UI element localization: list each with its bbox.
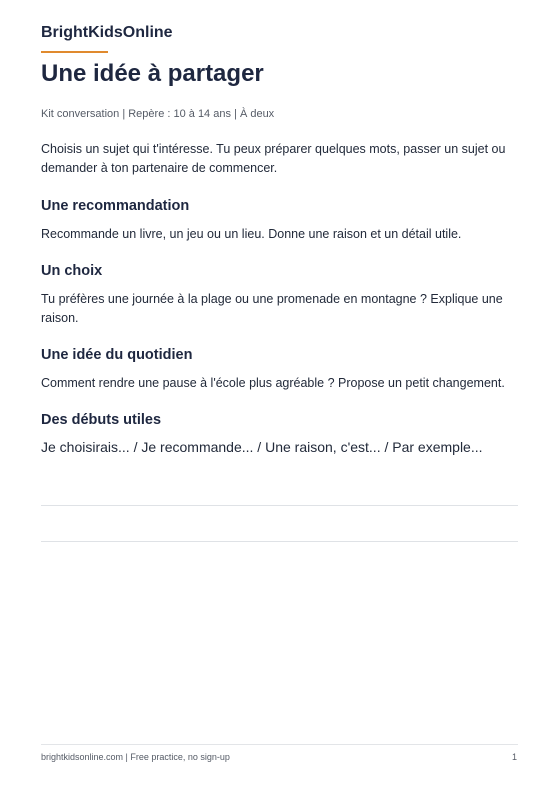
meta-line: Kit conversation | Repère : 10 à 14 ans | À deux <box>41 108 275 120</box>
brand-name: BrightKidsOnline <box>41 24 173 41</box>
intro-text: Choisis un sujet qui t'intéresse. Tu peux préparer quelques mots, passer un sujet ou demander à ton partenaire de commencer. <box>41 142 506 175</box>
section-heading-daily-idea: Une idée du quotidien <box>41 347 193 363</box>
page-title: Une idée à partager <box>41 60 264 87</box>
section-heading-recommendation: Une recommandation <box>41 198 190 214</box>
footer-site: brightkidsonline.com | Free practice, no sign-up <box>41 752 230 762</box>
footer-divider <box>41 744 518 745</box>
section-heading-starters: Des débuts utiles <box>41 412 162 428</box>
writing-line <box>41 541 518 542</box>
section-text-daily-idea: Comment rendre une pause à l'école plus agréable ? Propose un petit changement. <box>41 376 505 390</box>
brand-underline <box>41 51 108 53</box>
sentence-starters: Je choisirais... / Je recommande... / Une raison, c'est... / Par exemple... <box>41 439 483 455</box>
section-text-recommendation: Recommande un livre, un jeu ou un lieu. Donne une raison et un détail utile. <box>41 227 462 241</box>
section-text-choice: Tu préfères une journée à la plage ou une promenade en montagne ? Explique une raison. <box>41 292 503 325</box>
writing-line <box>41 505 518 506</box>
page-number: 1 <box>511 752 517 762</box>
section-heading-choice: Un choix <box>41 263 103 279</box>
